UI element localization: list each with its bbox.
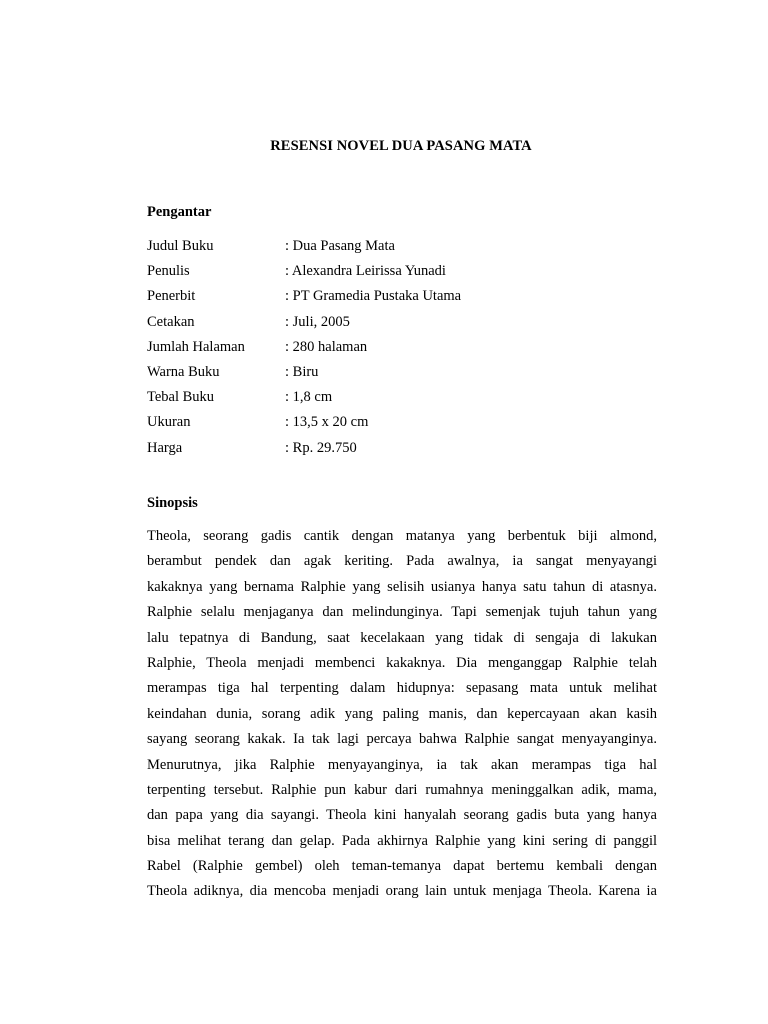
info-label: Warna Buku (147, 363, 220, 380)
paragraph-line: kakaknya yang bernama Ralphie yang selisih usianya hanya satu tahun di atasnya. (147, 578, 657, 595)
info-row-cetakan (147, 312, 657, 337)
info-label: Penulis (147, 263, 190, 280)
info-value: : 1,8 cm (285, 389, 333, 406)
info-value: : Dua Pasang Mata (285, 238, 395, 254)
info-row-tebal-buku (147, 387, 657, 412)
paragraph-line: lalu tepatnya di Bandung, saat kecelakaan yang tidak di sengaja di lakukan (147, 629, 657, 646)
info-row-harga (147, 438, 657, 463)
info-label: Harga (147, 439, 183, 456)
book-info-table (147, 236, 657, 463)
info-value: : 280 halaman (285, 338, 368, 355)
info-value: : Alexandra Leirissa Yunadi (285, 263, 446, 280)
paragraph-line: berambut pendek dan agak keriting. Pada awalnya, ia sangat menyayangi (147, 553, 657, 570)
info-label: Ukuran (147, 414, 191, 431)
paragraph-line: Theola, seorang gadis cantik dengan matanya yang berbentuk biji almond, (147, 528, 657, 544)
info-row-penerbit (147, 286, 657, 311)
paragraph-line: terpenting tersebut. Ralphie pun kabur dari rumahnya meninggalkan adik, mama, (147, 781, 657, 798)
paragraph-line: Ralphie selalu menjaganya dan melindunginya. Tapi semenjak tujuh tahun yang (147, 604, 657, 621)
section-heading-sinopsis: Sinopsis (147, 495, 198, 511)
paragraph-line: Ralphie, Theola menjadi membenci kakaknya. Dia menganggap Ralphie telah (147, 654, 657, 671)
paragraph-line: merampas tiga hal terpenting dalam hidupnya: sepasang mata untuk melihat (147, 680, 657, 697)
info-label: Penerbit (147, 288, 196, 305)
info-row-penulis (147, 261, 657, 286)
info-row-judul (147, 236, 657, 261)
section-heading-pengantar: Pengantar (147, 204, 212, 220)
paragraph-line: Theola adiknya, dia mencoba menjadi orang lain untuk menjaga Theola. Karena ia (147, 883, 657, 900)
paragraph-line: keindahan dunia, sorang adik yang paling manis, dan kepercayaan akan kasih (147, 705, 657, 722)
paragraph-line: bisa melihat terang dan gelap. Pada akhirnya Ralphie yang kini sering di panggil (147, 832, 657, 849)
info-value: : 13,5 x 20 cm (285, 414, 369, 431)
paragraph-line: Rabel (Ralphie gembel) oleh teman-temanya dapat bertemu kembali dengan (147, 858, 657, 875)
paragraph-line: Menurutnya, jika Ralphie menyayanginya, ia tak akan merampas tiga hal (147, 756, 657, 773)
info-label: Tebal Buku (147, 389, 215, 406)
info-label: Cetakan (147, 313, 195, 330)
page-title: RESENSI NOVEL DUA PASANG MATA (270, 138, 532, 154)
paragraph-line: dan papa yang dia sayangi. Theola kini hanyalah seorang gadis buta yang hanya (147, 807, 657, 824)
info-label: Jumlah Halaman (147, 338, 245, 355)
info-row-ukuran (147, 412, 657, 437)
synopsis-paragraph (147, 526, 657, 907)
info-label: Judul Buku (147, 238, 214, 254)
info-row-jumlah-halaman (147, 337, 657, 362)
info-value: : PT Gramedia Pustaka Utama (285, 288, 462, 305)
info-row-warna-buku (147, 362, 657, 387)
info-value: : Biru (285, 363, 319, 380)
info-value: : Juli, 2005 (285, 313, 350, 330)
paragraph-line: sayang seorang kakak. Ia tak lagi percaya bahwa Ralphie sangat menyayanginya. (147, 731, 657, 748)
info-value: : Rp. 29.750 (285, 439, 357, 456)
